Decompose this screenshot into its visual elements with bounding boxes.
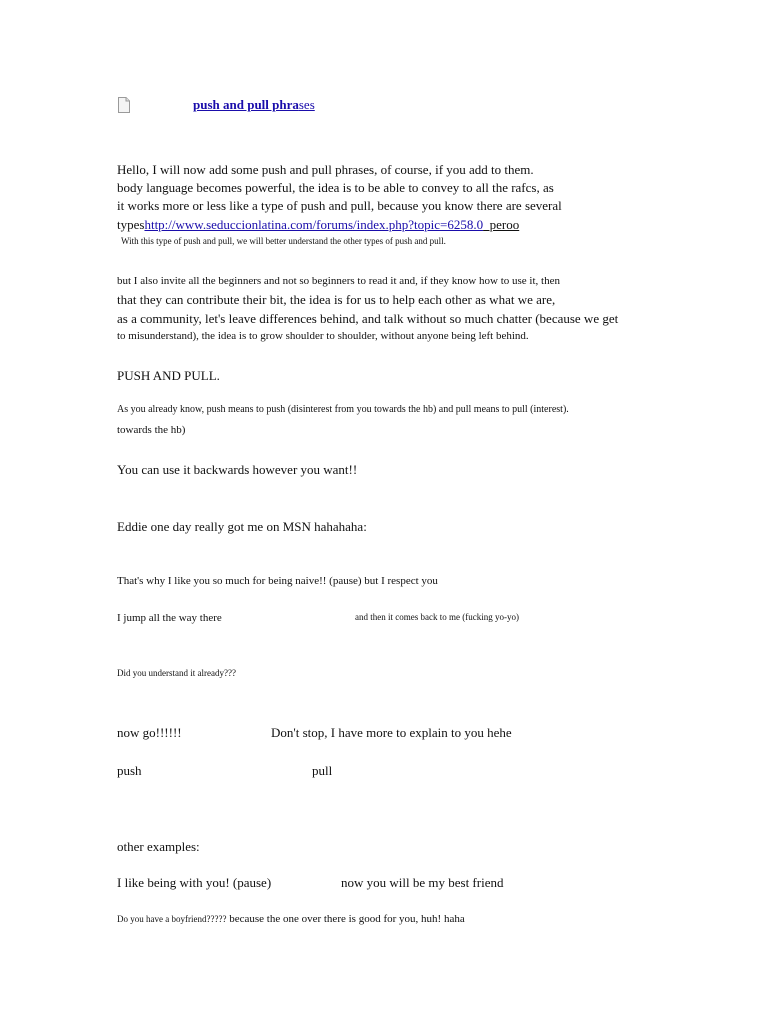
intro-line-5: With this type of push and pull, we will better understand the other types of push and pull. xyxy=(121,236,446,246)
jump-left: I jump all the way there xyxy=(117,612,222,624)
invite-line-1: but I also invite all the beginners and not so beginners to read it and, if they know how to use it, then xyxy=(117,275,560,287)
boyfriend-rest: because the one over there is good for you, huh! haha xyxy=(226,913,465,925)
invite-line-4: to misunderstand), the idea is to grow shoulder to shoulder, without anyone being left behind. xyxy=(117,330,529,342)
document-icon xyxy=(118,97,130,113)
pull-label: pull xyxy=(312,763,333,778)
being-with-left: I like being with you! (pause) xyxy=(117,875,272,890)
intro-line-2: body language becomes powerful, the idea is to be able to convey to all the rafcs, as xyxy=(117,180,554,195)
jump-right: and then it comes back to me (fucking yo-yo) xyxy=(355,612,519,622)
intro-line-3: it works more or less like a type of push and pull, because you know there are several xyxy=(117,198,562,213)
intro-line-1: Hello, I will now add some push and pull phrases, of course, if you add to them. xyxy=(117,162,534,177)
invite-line-3: as a community, let's leave differences behind, and talk without so much chatter (because we get xyxy=(117,311,619,326)
intro-line-4-prefix: types xyxy=(117,217,145,232)
boyfriend-line xyxy=(117,914,465,925)
go-left: now go!!!!!! xyxy=(117,725,182,740)
being-with-right: now you will be my best friend xyxy=(341,875,504,890)
understand-line: Did you understand it already??? xyxy=(117,668,236,678)
intro-line-4 xyxy=(117,218,519,231)
title-link[interactable] xyxy=(193,98,315,111)
forum-link[interactable]: http://www.seduccionlatina.com/forums/index.php?topic=6258.0 xyxy=(144,217,484,232)
definition-line-1: As you already know, push means to push (disinterest from you towards the hb) and pull means to pull (interest). xyxy=(117,404,569,415)
boyfriend-question: Do you have a boyfriend????? xyxy=(117,914,227,924)
other-examples-line: other examples: xyxy=(117,839,200,854)
invite-line-2: that they can contribute their bit, the idea is for us to help each other as what we are, xyxy=(117,292,556,307)
section-title: PUSH AND PULL. xyxy=(117,368,220,383)
eddie-line: Eddie one day really got me on MSN hahahaha: xyxy=(117,519,367,534)
title-link-tail: ses xyxy=(298,97,315,112)
title-link-main: push and pull phra xyxy=(193,97,299,112)
go-right: Don't stop, I have more to explain to you hehe xyxy=(271,725,512,740)
intro-line-4-suffix: peroo xyxy=(483,217,520,232)
naive-line: That's why I like you so much for being naive!! (pause) but I respect you xyxy=(117,575,438,587)
definition-line-2: towards the hb) xyxy=(117,424,186,436)
backwards-line: You can use it backwards however you want!! xyxy=(117,462,358,477)
push-label: push xyxy=(117,763,142,778)
